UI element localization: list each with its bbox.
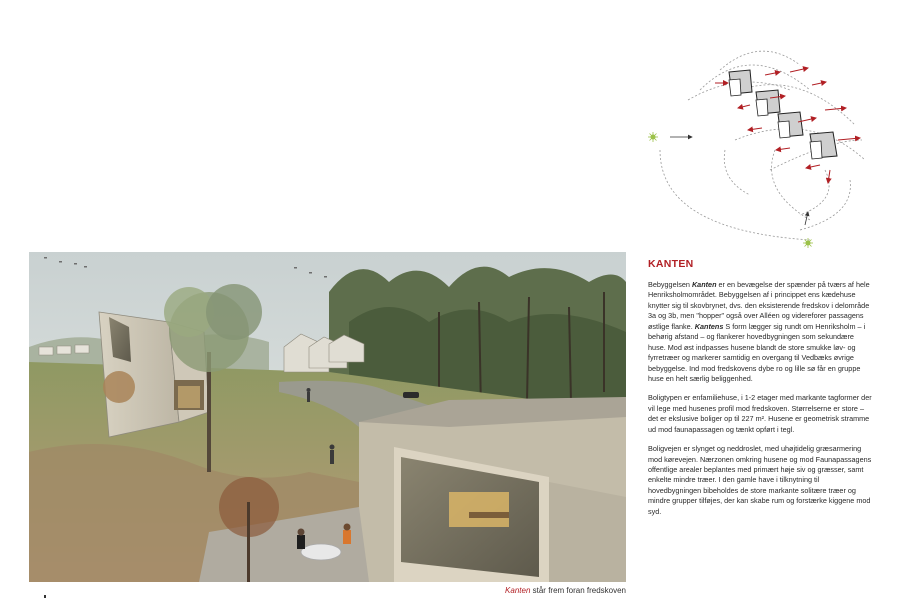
paragraph-3: Boligvejen er slynget og neddroslet, med uhøjtidelig græsarmering mod kørevejen. Nærzonen omkring husene og mod Faunapassagens offentlige arealer beplantes med primært høje siv og græsser, samt enkelte mindre træer. I den gamle have i tilknytning til hovedbygningen bibeholdes de store markante solitære træer og mindre grupper tilføjes, der kan skabe rum og forstærke kiggene mod syd. <box>648 444 872 516</box>
architectural-rendering <box>29 252 626 582</box>
sun-marker-icon <box>803 238 813 248</box>
text-column <box>648 258 873 526</box>
paragraph-1-text-c: er en bevægelse der spænder på tværs af hele Henriksholmområdet. Bebyggelsen af i princippet ens kædehuse knytter sig til skovbrynet, dvs. den eksisterende fredskov i delområde 3a og 3b, men "hopper" også over Alléen og videreforer passagens østlige flanke. <box>648 280 870 331</box>
paragraph-1-text-a: Bebyggelsen <box>648 280 692 289</box>
paragraph-1-emphasis-d: Kantens <box>694 321 724 331</box>
section-title: KANTEN <box>648 258 694 270</box>
paragraph-1-emphasis-b: Kanten <box>691 280 717 289</box>
image-caption <box>29 586 626 595</box>
caption-emphasis: Kanten <box>505 586 531 595</box>
paragraph-1 <box>648 280 873 384</box>
sun-marker-icon <box>648 132 658 142</box>
page-marker <box>44 595 46 598</box>
paragraph-2: Boligtypen er enfamiliehuse, i 1-2 etager med markante tagformer der vil lege med husenes profil mod fredskoven. Størrelserne er store – det er ekslusive boliger op til 227 m². Husene er geometrisk stramme ud mod faunapassagen og tænkt opført i tegl. <box>648 393 872 434</box>
paragraph-1-text-e: S form lægger sig rundt om Henriksholm – i behørig afstand – og flankerer hovedbygningen som sekundære huse. Mod øst indpasses husene blandt de store smukke løv- og fyrretræer og markerer samtidig en overgang til Vedbæks øvrige bebyggelse. Ind mod fredskovens dybe ro og lille sø får en gruppe huse en helt særlig beliggenhed. <box>648 321 866 383</box>
caption-text: står frem foran fredskoven <box>530 586 626 595</box>
site-diagram <box>640 30 880 255</box>
